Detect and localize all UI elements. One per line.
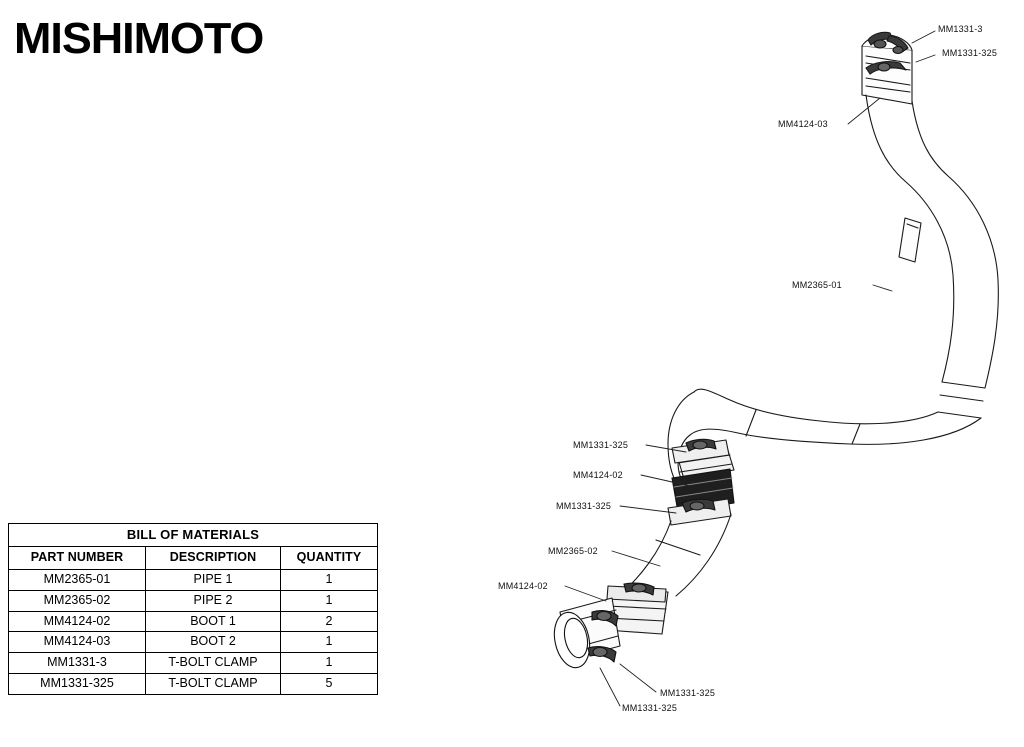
boot-lower-assembly — [550, 583, 668, 671]
table-row — [9, 632, 378, 653]
bom-cell-part: MM2365-02 — [9, 590, 146, 611]
callout-mm1331-325-end-lower: MM1331-325 — [622, 703, 678, 713]
bom-cell-part: MM4124-03 — [9, 632, 146, 653]
bom-header-description: DESCRIPTION — [146, 547, 281, 570]
callout-mm4124-02-upper: MM4124-02 — [573, 470, 623, 480]
bom-cell-description: T-BOLT CLAMP — [146, 673, 281, 694]
bom-title-row — [9, 524, 378, 547]
callout-mm1331-325-mid-upper: MM1331-325 — [573, 440, 629, 450]
callout-mm1331-325-top: MM1331-325 — [942, 48, 998, 58]
bom-cell-description: PIPE 2 — [146, 590, 281, 611]
bom-cell-quantity: 1 — [281, 570, 378, 591]
callout-mm1331-325-end-upper: MM1331-325 — [660, 688, 716, 698]
bom-header-part-number: PART NUMBER — [9, 547, 146, 570]
bom-cell-quantity: 1 — [281, 653, 378, 674]
callout-mm1331-325-mid-lower: MM1331-325 — [556, 501, 612, 511]
bom-cell-quantity: 5 — [281, 673, 378, 694]
bom-header-quantity: QUANTITY — [281, 547, 378, 570]
bom-header-row — [9, 547, 378, 570]
bom-cell-part: MM1331-325 — [9, 673, 146, 694]
table-row — [9, 570, 378, 591]
table-row — [9, 673, 378, 694]
bom-cell-part: MM2365-01 — [9, 570, 146, 591]
mishimoto-logo: MISHIMOTO — [14, 14, 264, 63]
callout-mm2365-01: MM2365-01 — [792, 280, 842, 290]
callout-mm2365-02: MM2365-02 — [548, 546, 598, 556]
bom-cell-description: BOOT 1 — [146, 611, 281, 632]
bom-cell-part: MM1331-3 — [9, 653, 146, 674]
bom-cell-description: BOOT 2 — [146, 632, 281, 653]
bom-title: BILL OF MATERIALS — [9, 524, 378, 547]
bill-of-materials-table — [8, 523, 378, 695]
bom-cell-description: PIPE 1 — [146, 570, 281, 591]
bom-cell-part: MM4124-02 — [9, 611, 146, 632]
table-row — [9, 590, 378, 611]
boot-upper-assembly — [668, 439, 734, 525]
table-row — [9, 611, 378, 632]
bom-cell-quantity: 1 — [281, 590, 378, 611]
callout-mm4124-03: MM4124-03 — [778, 119, 828, 129]
upper-clamp-assembly — [862, 32, 912, 104]
bom-cell-description: T-BOLT CLAMP — [146, 653, 281, 674]
bom-cell-quantity: 2 — [281, 611, 378, 632]
table-row — [9, 653, 378, 674]
callout-mm4124-02-lower: MM4124-02 — [498, 581, 548, 591]
bom-cell-quantity: 1 — [281, 632, 378, 653]
callout-mm1331-3: MM1331-3 — [938, 24, 983, 34]
